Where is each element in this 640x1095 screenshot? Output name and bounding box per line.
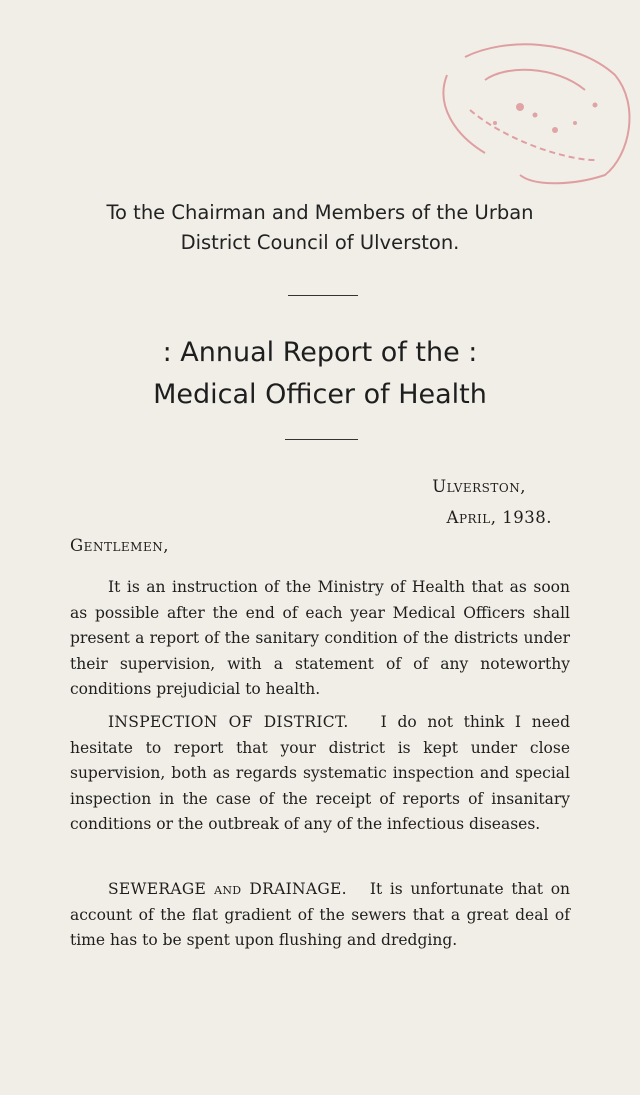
divider-top [288,295,358,296]
library-stamp [425,35,640,195]
report-title [0,332,640,416]
addressee-line-2: District Council of Ulverston. [180,231,460,254]
inspection-heading: INSPECTION OF DISTRICT. [108,713,349,731]
letter-date: April, 1938. [446,508,552,527]
report-title-line-1: : Annual Report of the : [162,337,478,368]
paragraph-intro [70,575,570,703]
addressee-line-1: To the Chairman and Members of the Urban [106,201,534,224]
sewerage-heading-word-1: SEWERAGE [108,880,207,898]
letter-place: Ulverston, [432,477,526,496]
sewerage-heading-and: and [214,880,242,898]
addressee [0,198,640,258]
divider-bottom [285,439,358,440]
paragraph-sewerage [70,877,570,954]
report-title-line-2: Medical Officer of Health [153,379,487,410]
sewerage-heading-word-2: DRAINAGE. [249,880,347,898]
inspection-text: I do not think I need hesitate to report that your district is kept under close supervision, both as regards systematic inspection and special inspection in the case of the receipt of reports of insanitary conditions or the outbreak of any of the infectious diseases. [70,713,570,833]
sewerage-heading [108,880,347,898]
sewerage-text: It is unfortunate that on account of the flat gradient of the sewers that a great deal of time has to be spent upon flushing and dredging. [70,880,571,949]
salutation: Gentlemen, [70,536,169,555]
intro-text: It is an instruction of the Ministry of Health that as soon as possible after the end of each year Medical Officers shall present a report of the sanitary condition of the districts under their supervision, with a statement of of any noteworthy conditions prejudicial to health. [70,578,570,698]
paragraph-inspection [70,710,570,838]
